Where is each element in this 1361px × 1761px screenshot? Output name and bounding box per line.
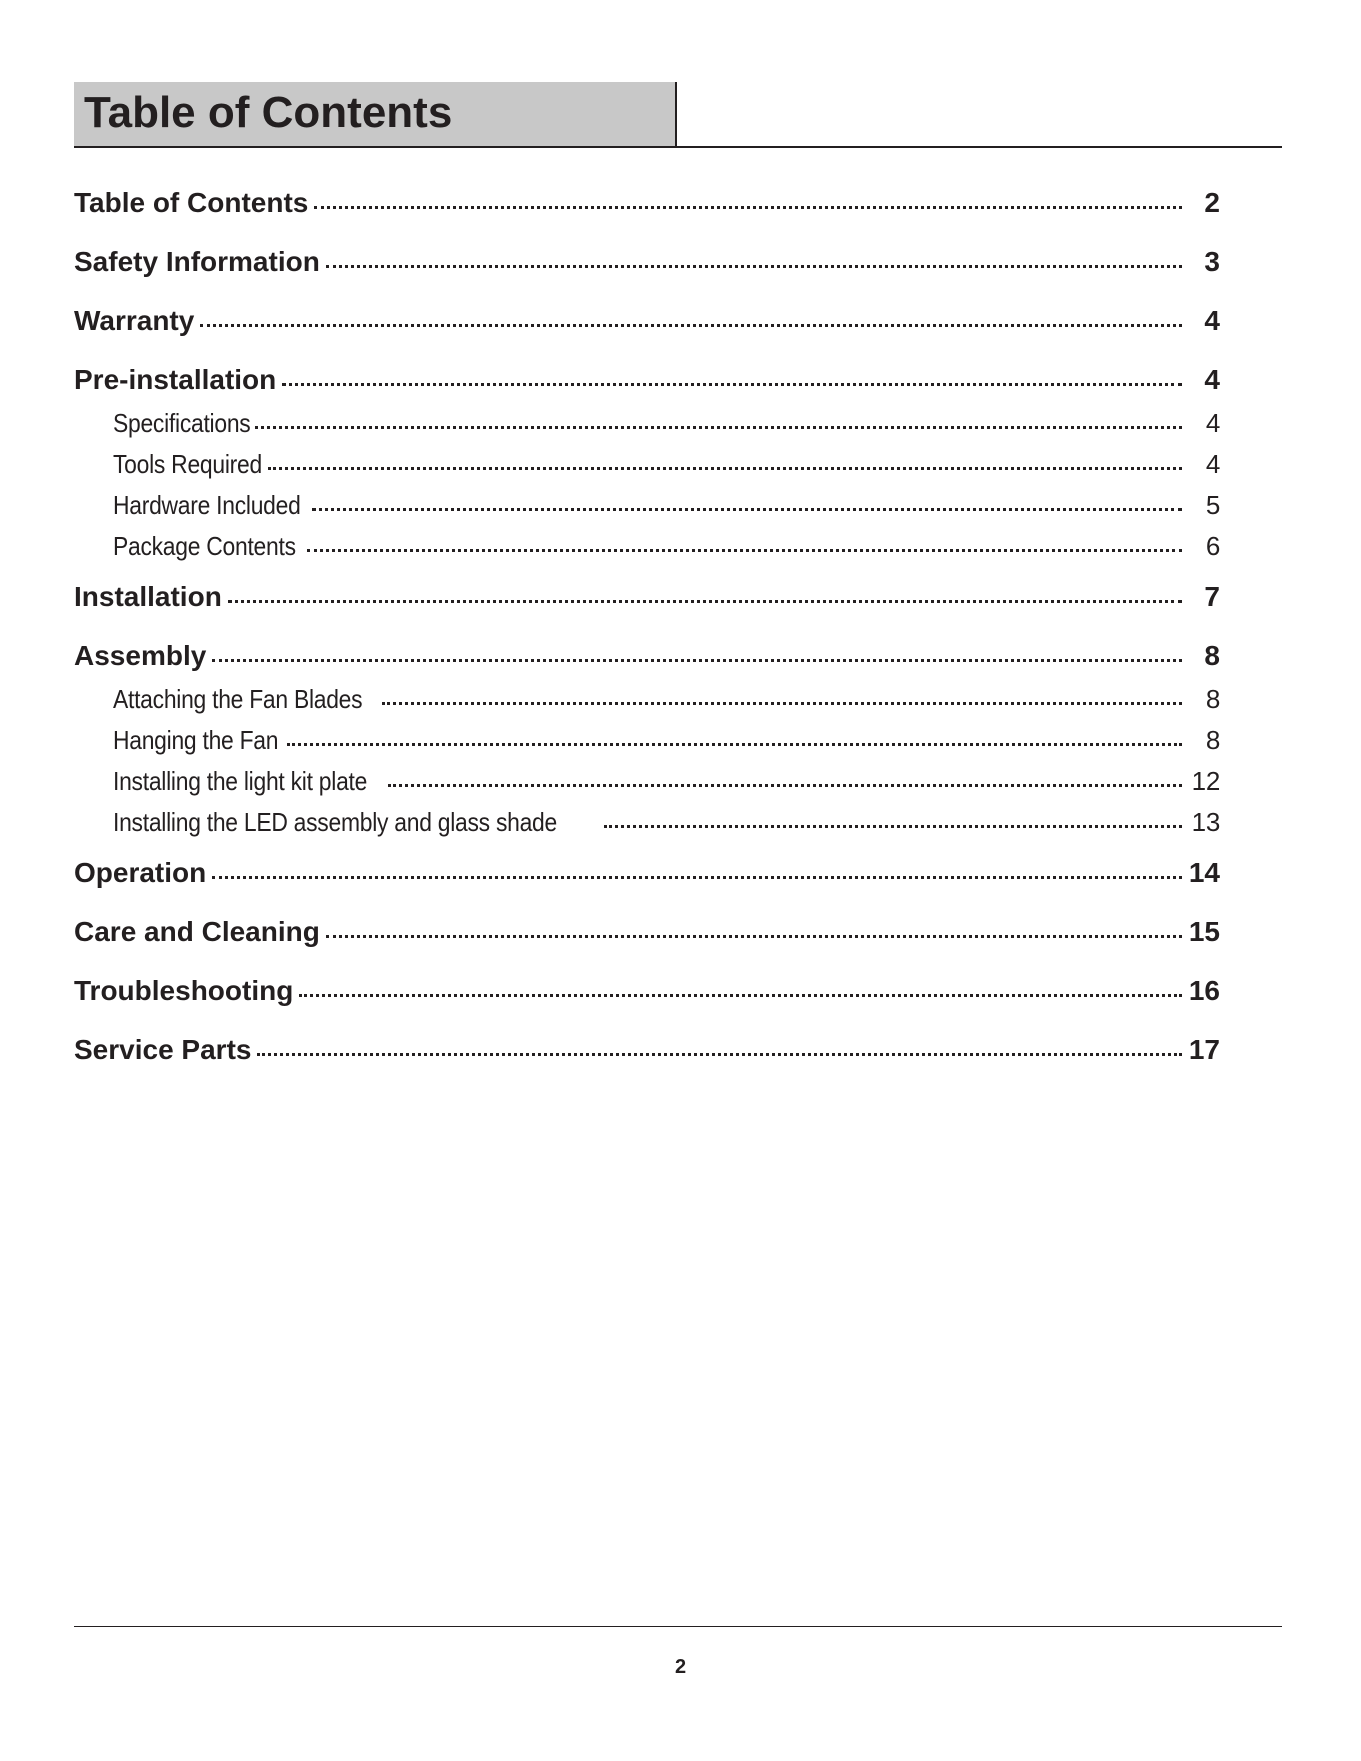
toc-entry-assembly[interactable] <box>74 639 1220 673</box>
toc-entry-page: 4 <box>1205 408 1220 438</box>
toc-entry-page: 5 <box>1205 490 1220 520</box>
toc-entry-troubleshooting[interactable] <box>74 974 1220 1008</box>
toc-entry-page: 12 <box>1191 766 1220 796</box>
dot-leader <box>326 935 1182 938</box>
toc-entry-page: 2 <box>1204 187 1220 218</box>
toc-entry-page: 4 <box>1205 449 1220 479</box>
toc-entry-warranty[interactable] <box>74 304 1220 338</box>
toc-entry-pre-installation[interactable] <box>74 363 1220 397</box>
toc-entry-page: 8 <box>1204 640 1220 671</box>
toc-entry-label: Hanging the Fan <box>113 725 279 755</box>
dot-leader <box>282 383 1182 386</box>
toc-entry-label: Package Contents <box>113 531 296 561</box>
toc-entry-label: Installing the light kit plate <box>113 766 368 796</box>
toc-entry-label: Attaching the Fan Blades <box>113 684 363 714</box>
toc-entry-safety-information[interactable] <box>74 245 1220 279</box>
toc-entry-operation[interactable] <box>74 856 1220 890</box>
dot-leader <box>312 508 1182 511</box>
toc-subentry-specifications[interactable] <box>74 408 1220 438</box>
footer-divider <box>74 1626 1282 1627</box>
page-header <box>74 82 1282 148</box>
toc-entry-page: 13 <box>1191 807 1220 837</box>
toc-entry-label: Assembly <box>74 640 207 671</box>
dot-leader <box>326 265 1182 268</box>
dot-leader <box>268 467 1182 470</box>
toc-entry-label: Warranty <box>74 305 195 336</box>
toc-subentry-hanging-the-fan[interactable] <box>74 725 1220 755</box>
toc-entry-care-and-cleaning[interactable] <box>74 915 1220 949</box>
toc-entry-label: Operation <box>74 857 207 888</box>
toc-subentry-package-contents[interactable] <box>74 531 1220 561</box>
toc-entry-label: Hardware Included <box>113 490 301 520</box>
toc-entry-page: 8 <box>1205 684 1220 714</box>
toc-entry-label: Specifications <box>113 408 251 438</box>
footer-page-number: 2 <box>674 1656 687 1678</box>
toc-entry-page: 16 <box>1188 975 1220 1006</box>
toc-subentry-installing-led-assembly[interactable] <box>74 807 1220 837</box>
toc-entry-page: 14 <box>1188 857 1220 888</box>
toc-entry-label: Pre-installation <box>74 364 277 395</box>
toc-entry-table-of-contents[interactable] <box>74 186 1220 220</box>
toc-entry-page: 3 <box>1204 246 1220 277</box>
dot-leader <box>212 876 1182 879</box>
toc-entry-page: 7 <box>1204 581 1220 612</box>
toc-entry-label: Table of Contents <box>74 187 309 218</box>
toc-entry-label: Care and Cleaning <box>74 916 320 947</box>
toc-entry-installation[interactable] <box>74 580 1220 614</box>
dot-leader <box>255 426 1182 429</box>
toc-entry-label: Service Parts <box>74 1034 252 1065</box>
toc-entry-page: 17 <box>1188 1034 1220 1065</box>
toc-entry-page: 6 <box>1205 531 1220 561</box>
dot-leader <box>257 1053 1182 1056</box>
dot-leader <box>307 549 1182 552</box>
toc-entry-label: Safety Information <box>74 246 320 277</box>
table-of-contents <box>74 186 1220 1067</box>
toc-entry-service-parts[interactable] <box>74 1033 1220 1067</box>
dot-leader <box>212 659 1182 662</box>
toc-entry-label: Installation <box>74 581 222 612</box>
toc-entry-page: 8 <box>1205 725 1220 755</box>
dot-leader <box>388 784 1182 787</box>
toc-subentry-installing-light-kit-plate[interactable] <box>74 766 1220 796</box>
toc-entry-page: 4 <box>1204 305 1220 336</box>
header-title-box <box>74 82 677 146</box>
dot-leader <box>314 206 1182 209</box>
dot-leader <box>604 825 1182 828</box>
dot-leader <box>382 702 1182 705</box>
toc-entry-label: Installing the LED assembly and glass shade <box>113 807 557 837</box>
toc-entry-page: 4 <box>1204 364 1220 395</box>
dot-leader <box>228 600 1182 603</box>
page-title: Table of Contents <box>84 88 453 137</box>
dot-leader <box>287 743 1182 746</box>
dot-leader <box>299 994 1182 997</box>
toc-subentry-tools-required[interactable] <box>74 449 1220 479</box>
toc-entry-label: Troubleshooting <box>74 975 294 1006</box>
toc-subentry-hardware-included[interactable] <box>74 490 1220 520</box>
toc-entry-page: 15 <box>1188 916 1220 947</box>
toc-subentry-attaching-fan-blades[interactable] <box>74 684 1220 714</box>
toc-entry-label: Tools Required <box>113 449 262 479</box>
dot-leader <box>200 324 1182 327</box>
